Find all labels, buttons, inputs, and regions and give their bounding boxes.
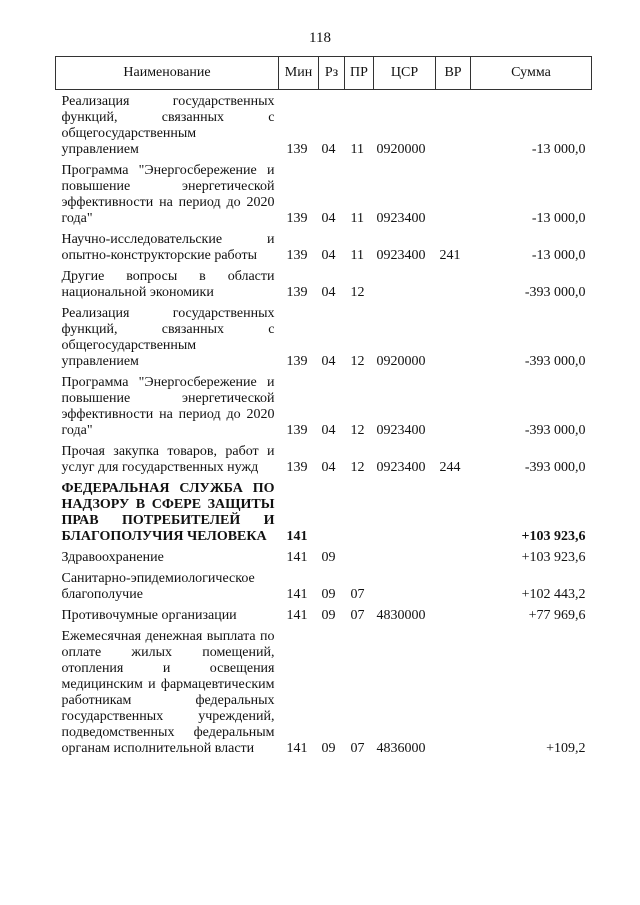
table-row (56, 269, 592, 306)
cell-vr (436, 571, 471, 608)
cell-pr: 11 (350, 211, 364, 226)
cell-sum: -393 000,0 (524, 354, 586, 369)
cell-rz: 04 (321, 285, 336, 300)
table-row (56, 163, 592, 232)
cell-vr (436, 629, 471, 762)
cell-csr: 0923400 (376, 423, 426, 438)
table-row (56, 90, 592, 164)
cell-name: Противочумные организации (61, 608, 237, 623)
cell-pr: 07 (350, 741, 365, 756)
header-pr: ПР (345, 57, 374, 90)
cell-pr: 12 (350, 354, 365, 369)
cell-name: Научно-исследовательские и опытно-конструкторские работы (61, 232, 275, 263)
cell-sum: +109,2 (546, 741, 586, 756)
cell-rz: 09 (321, 587, 336, 602)
cell-name: Другие вопросы в области национальной экономики (61, 269, 275, 300)
cell-name: Здравоохранение (61, 550, 164, 565)
cell-csr (374, 269, 436, 306)
cell-csr (374, 481, 436, 550)
budget-table (55, 56, 592, 762)
header-sum: Сумма (471, 57, 592, 90)
cell-name: Прочая закупка товаров, работ и услуг для государственных нужд (61, 444, 275, 475)
cell-csr: 4830000 (376, 608, 426, 623)
table-body (56, 90, 592, 763)
table-row (56, 306, 592, 375)
cell-name: Программа "Энергосбережение и повышение энергетической эффективности на период до 2020 года" (61, 375, 275, 438)
header-vr: ВР (436, 57, 471, 90)
cell-sum: -13 000,0 (531, 142, 586, 157)
cell-sum: +103 923,6 (521, 550, 586, 565)
cell-pr: 12 (350, 423, 365, 438)
table-row (56, 608, 592, 629)
cell-pr: 12 (350, 285, 365, 300)
table-header-row (56, 57, 592, 90)
page-number: 118 (309, 30, 331, 46)
cell-pr: 12 (350, 460, 365, 475)
cell-name: Программа "Энергосбережение и повышение энергетической эффективности на период до 2020 года" (61, 163, 275, 226)
cell-sum: -13 000,0 (531, 248, 586, 263)
cell-pr: 07 (350, 587, 365, 602)
cell-pr: 11 (350, 142, 364, 157)
cell-sum: -393 000,0 (524, 423, 586, 438)
cell-rz: 04 (321, 248, 336, 263)
table-row (56, 550, 592, 571)
cell-min: 139 (286, 248, 308, 263)
cell-rz: 09 (321, 741, 336, 756)
table-row (56, 629, 592, 762)
cell-pr (345, 550, 374, 571)
header-rz: Рз (319, 57, 345, 90)
cell-min: 141 (286, 550, 308, 565)
cell-sum: -13 000,0 (531, 211, 586, 226)
cell-name: Реализация государственных функций, связанных с общегосударственным управлением (61, 306, 275, 369)
cell-vr (436, 481, 471, 550)
cell-pr: 07 (350, 608, 365, 623)
cell-sum: +102 443,2 (521, 587, 586, 602)
header-min: Мин (279, 57, 319, 90)
cell-csr: 0920000 (376, 354, 426, 369)
table-row (56, 232, 592, 269)
cell-pr: 11 (350, 248, 364, 263)
cell-csr: 0923400 (376, 248, 426, 263)
cell-vr (436, 306, 471, 375)
cell-pr (345, 481, 374, 550)
cell-vr: 244 (439, 460, 461, 475)
cell-rz: 04 (321, 142, 336, 157)
cell-min: 141 (286, 741, 308, 756)
cell-min: 139 (286, 460, 308, 475)
cell-rz: 04 (321, 423, 336, 438)
cell-rz: 04 (321, 354, 336, 369)
cell-vr (436, 608, 471, 629)
cell-name: ФЕДЕРАЛЬНАЯ СЛУЖБА ПО НАДЗОРУ В СФЕРЕ ЗАЩИТЫ ПРАВ ПОТРЕБИТЕЛЕЙ И БЛАГОПОЛУЧИЯ ЧЕЛОВЕКА (61, 481, 275, 544)
cell-min: 141 (286, 529, 308, 544)
cell-rz (319, 481, 345, 550)
cell-sum: +103 923,6 (521, 529, 586, 544)
table-row (56, 571, 592, 608)
cell-name: Ежемесячная денежная выплата по оплате жилых помещений, отопления и освещения медицинским и фармацевтическим работникам федеральных государственных учреждений, подведомственных федеральным органам исполнительной власти (61, 629, 275, 756)
cell-vr (436, 550, 471, 571)
header-csr: ЦСР (374, 57, 436, 90)
cell-name: Санитарно-эпидемиологическое благополучие (61, 571, 255, 602)
cell-csr: 4836000 (376, 741, 426, 756)
cell-csr: 0923400 (376, 460, 426, 475)
cell-min: 141 (286, 587, 308, 602)
cell-rz: 04 (321, 460, 336, 475)
cell-vr (436, 90, 471, 164)
cell-vr: 241 (439, 248, 461, 263)
cell-sum: -393 000,0 (524, 460, 586, 475)
table-row (56, 481, 592, 550)
cell-name: Реализация государственных функций, связанных с общегосударственным управлением (61, 94, 275, 157)
cell-min: 139 (286, 285, 308, 300)
cell-min: 139 (286, 142, 308, 157)
cell-sum: +77 969,6 (528, 608, 586, 623)
table-row (56, 444, 592, 481)
cell-min: 139 (286, 211, 308, 226)
cell-rz: 04 (321, 211, 336, 226)
cell-min: 139 (286, 423, 308, 438)
cell-sum: -393 000,0 (524, 285, 586, 300)
cell-rz: 09 (321, 608, 336, 623)
cell-csr (374, 571, 436, 608)
table-row (56, 375, 592, 444)
cell-vr (436, 163, 471, 232)
header-name: Наименование (56, 57, 279, 90)
cell-min: 139 (286, 354, 308, 369)
cell-csr (374, 550, 436, 571)
cell-rz: 09 (321, 550, 336, 565)
cell-csr: 0920000 (376, 142, 426, 157)
cell-min: 141 (286, 608, 308, 623)
cell-vr (436, 269, 471, 306)
cell-csr: 0923400 (376, 211, 426, 226)
cell-vr (436, 375, 471, 444)
